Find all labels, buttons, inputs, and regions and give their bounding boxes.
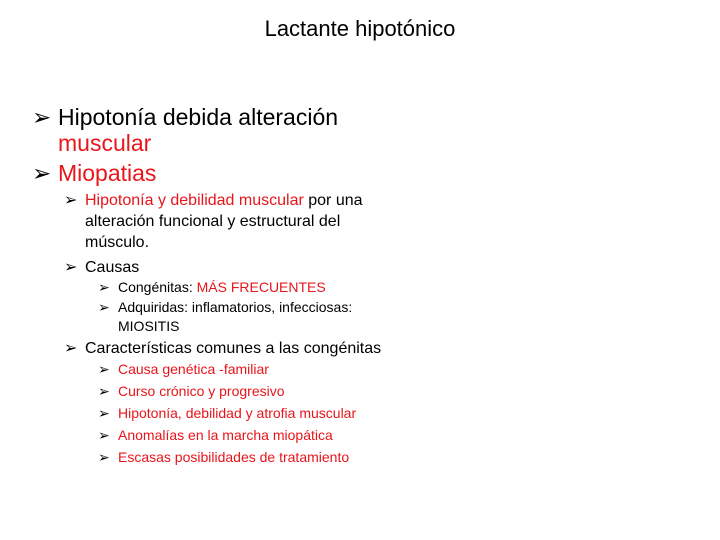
bullet-hipotonia-atrofia — [98, 404, 438, 423]
bullet-text: Curso crónico y progresivo — [118, 383, 285, 399]
arrow-bullet-icon: ➢ — [64, 192, 78, 209]
bullet-text: Causas — [85, 259, 140, 276]
bullet-miopatias — [32, 160, 432, 186]
bullet-anomalias-marcha — [98, 426, 418, 445]
arrow-bullet-icon: ➢ — [98, 405, 110, 421]
arrow-bullet-icon: ➢ — [98, 427, 110, 443]
bullet-text: Congénitas: MÁS FRECUENTES — [118, 279, 326, 295]
bullet-text: Escasas posibilidades de tratamiento — [118, 449, 350, 465]
bullet-text: Hipotonía y debilidad muscular por una alteración funcional y estructural del músculo. — [85, 192, 363, 251]
bullet-definicion — [64, 190, 404, 253]
bullet-text: Adquiridas: inflamatorios, infecciosas: MIOSITIS — [118, 299, 353, 334]
arrow-bullet-icon: ➢ — [98, 299, 110, 315]
arrow-bullet-icon: ➢ — [98, 383, 110, 399]
bullet-text: Anomalías en la marcha miopática — [118, 427, 333, 443]
bullet-text: Hipotonía, debilidad y atrofia muscular — [118, 405, 357, 421]
arrow-bullet-icon: ➢ — [32, 104, 52, 130]
arrow-bullet-icon: ➢ — [98, 361, 110, 377]
arrow-bullet-icon: ➢ — [32, 160, 52, 186]
arrow-bullet-icon: ➢ — [98, 449, 110, 465]
slide-title: Lactante hipotónico — [264, 16, 456, 41]
arrow-bullet-icon: ➢ — [64, 259, 78, 276]
bullet-text: Características comunes a las congénitas — [85, 340, 382, 357]
bullet-adquiridas — [98, 298, 368, 336]
bullet-curso-cronico — [98, 382, 418, 401]
arrow-bullet-icon: ➢ — [98, 279, 110, 295]
bullet-congenitas — [98, 278, 398, 297]
bullet-hipotonia-muscular — [32, 104, 432, 156]
bullet-escasas-posibilidades — [98, 448, 418, 467]
bullet-text: Causa genética -familiar — [118, 361, 269, 377]
bullet-causa-genetica — [98, 360, 418, 379]
bullet-text: Miopatias — [58, 160, 157, 186]
arrow-bullet-icon: ➢ — [64, 340, 78, 357]
bullet-caracteristicas — [64, 338, 424, 359]
bullet-text: Hipotonía debida alteración muscular — [58, 104, 339, 156]
bullet-causas — [64, 257, 404, 278]
